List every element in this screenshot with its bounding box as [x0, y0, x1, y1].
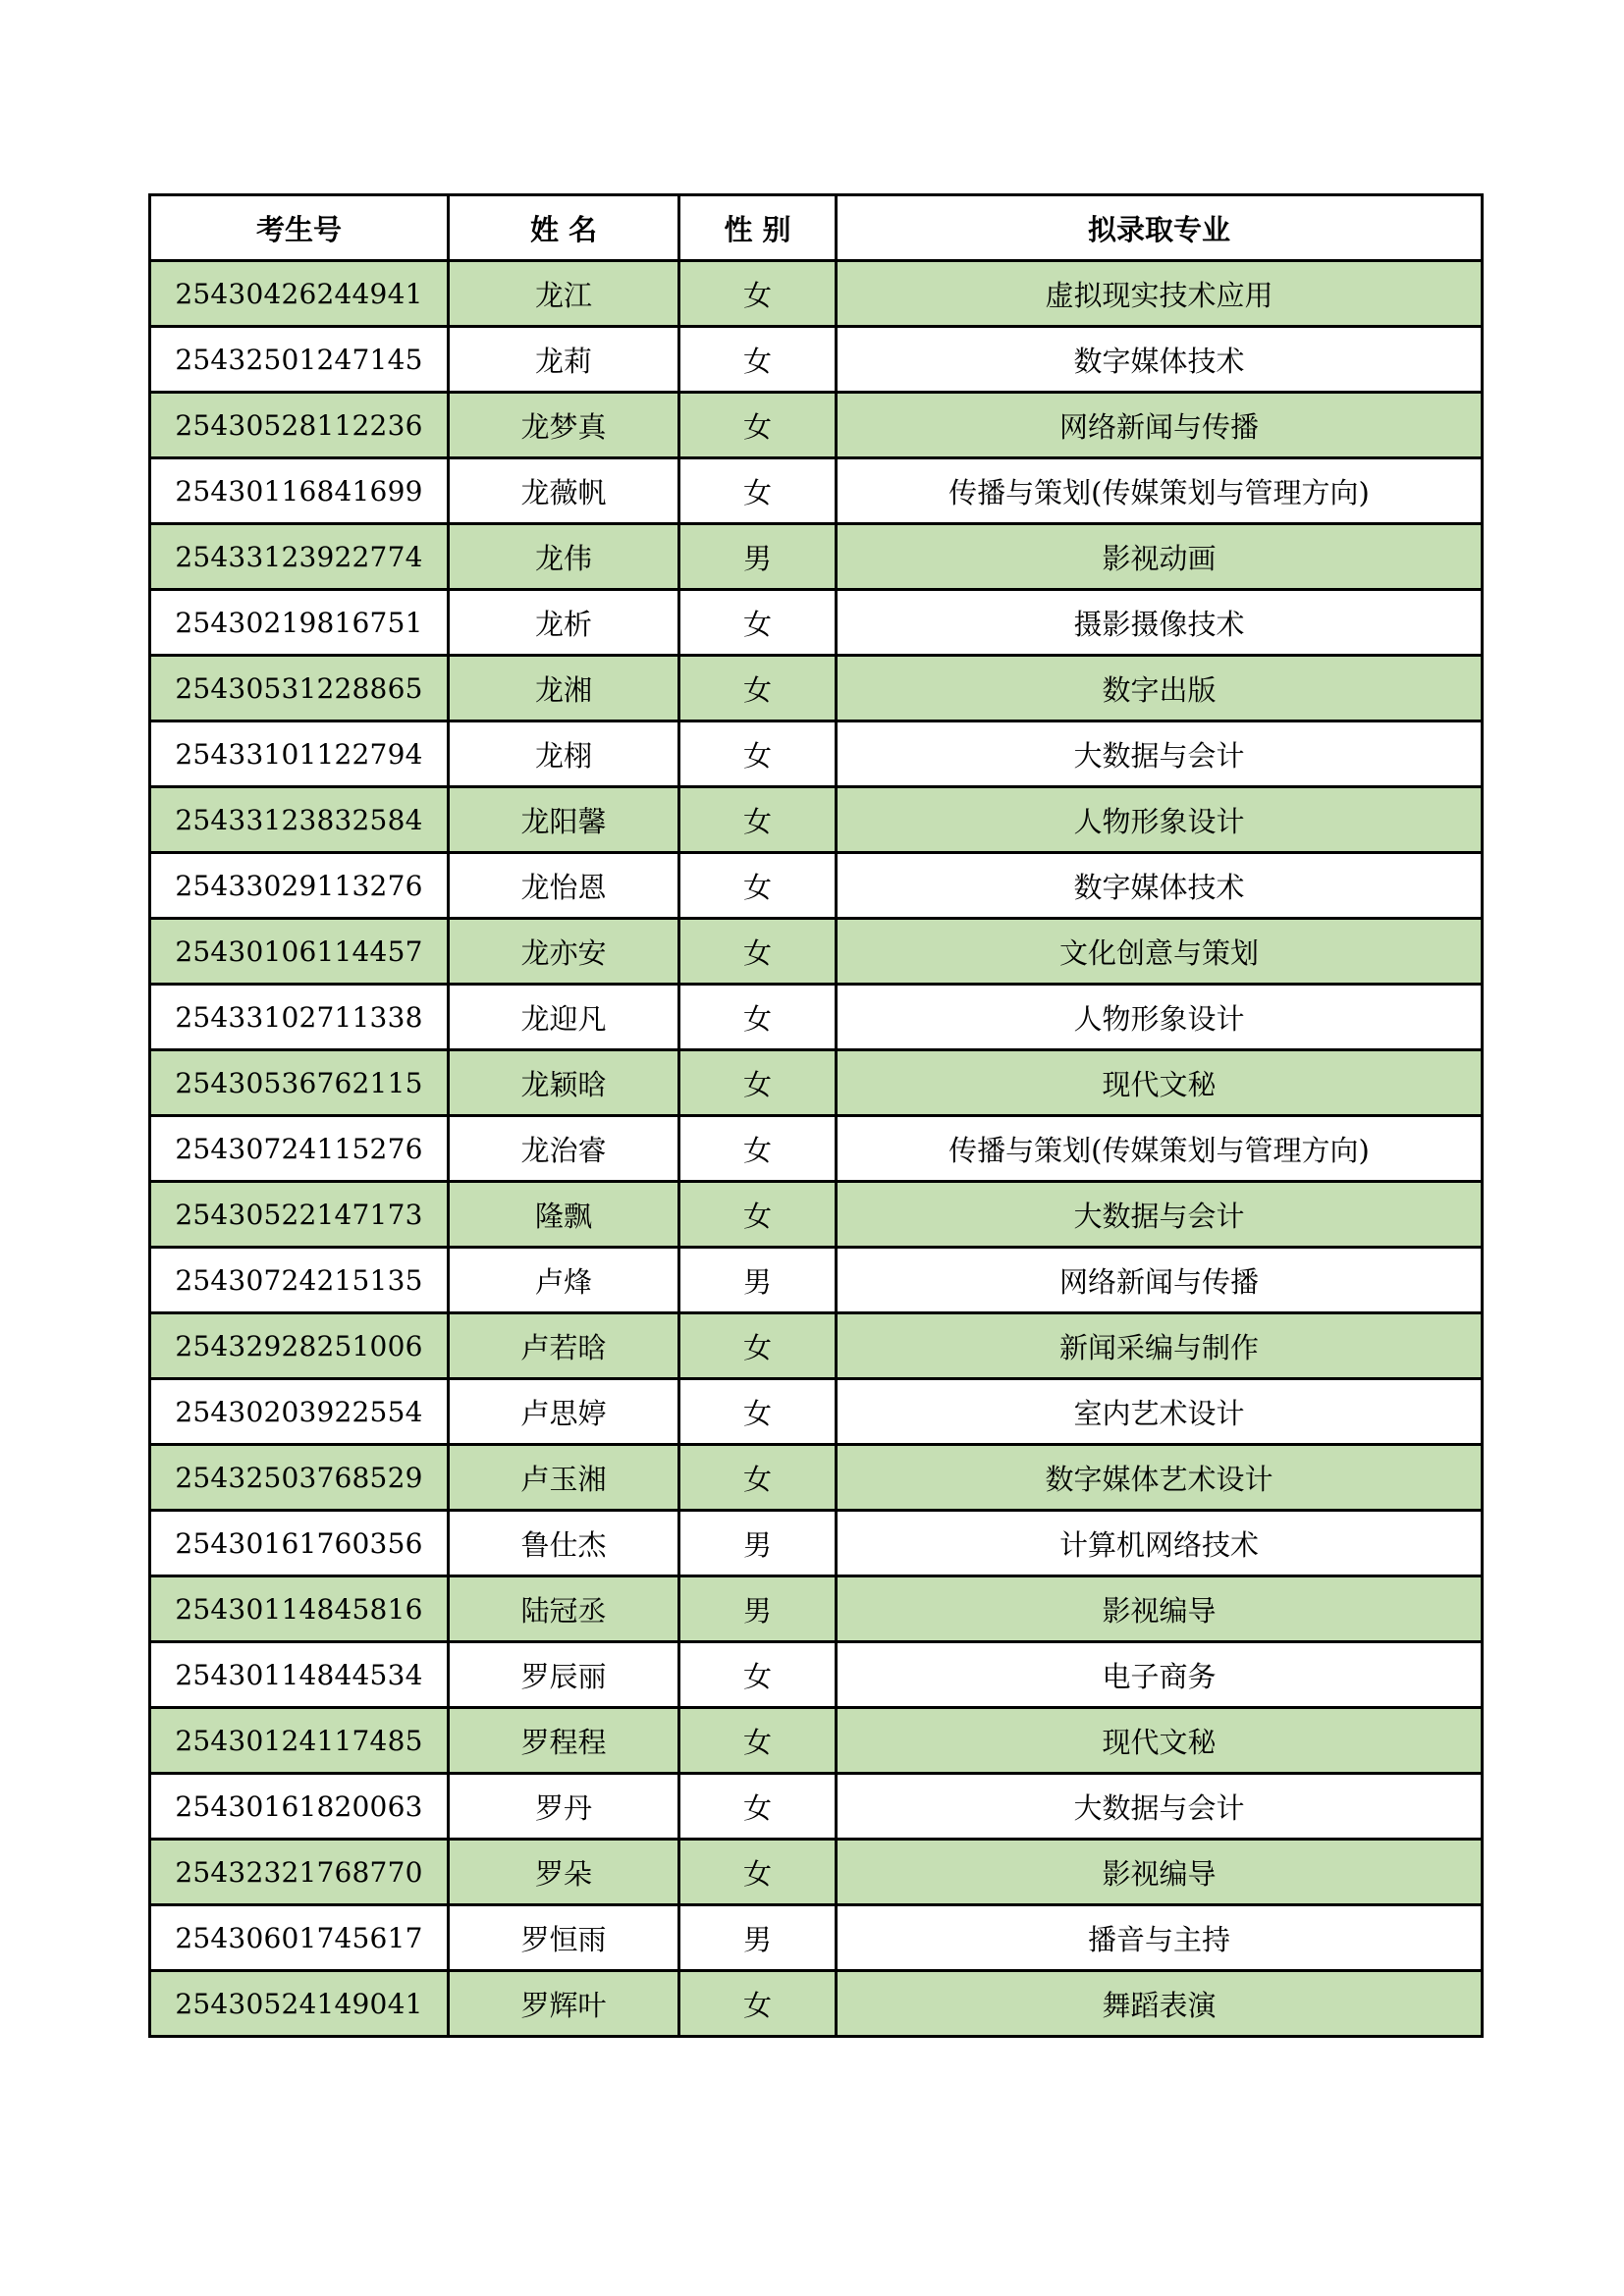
- table-row: [150, 721, 1483, 787]
- cell-major: 现代文秘: [837, 1050, 1483, 1116]
- cell-gender: 女: [679, 393, 837, 458]
- cell-exam-id: 25430203922554: [150, 1379, 449, 1445]
- cell-exam-id: 25430106114457: [150, 919, 449, 985]
- table-row: [150, 919, 1483, 985]
- cell-name: 龙梦真: [449, 393, 679, 458]
- cell-major: 人物形象设计: [837, 985, 1483, 1050]
- cell-gender: 女: [679, 590, 837, 656]
- table-row: [150, 1642, 1483, 1708]
- cell-major: 舞蹈表演: [837, 1971, 1483, 2037]
- cell-name: 龙析: [449, 590, 679, 656]
- cell-gender: 女: [679, 919, 837, 985]
- cell-exam-id: 25430114844534: [150, 1642, 449, 1708]
- table-row: [150, 1248, 1483, 1313]
- cell-name: 卢玉湘: [449, 1445, 679, 1511]
- header-row: [150, 195, 1483, 261]
- cell-exam-id: 25430528112236: [150, 393, 449, 458]
- cell-name: 罗程程: [449, 1708, 679, 1774]
- cell-exam-id: 25430524149041: [150, 1971, 449, 2037]
- cell-name: 罗朵: [449, 1840, 679, 1905]
- header-exam-id: 考生号: [150, 195, 449, 261]
- table-row: [150, 1576, 1483, 1642]
- table-row: [150, 393, 1483, 458]
- cell-major: 影视动画: [837, 524, 1483, 590]
- cell-exam-id: 25433102711338: [150, 985, 449, 1050]
- table-row: [150, 1511, 1483, 1576]
- cell-name: 龙栩: [449, 721, 679, 787]
- cell-exam-id: 25430724115276: [150, 1116, 449, 1182]
- cell-name: 鲁仕杰: [449, 1511, 679, 1576]
- cell-name: 卢若晗: [449, 1313, 679, 1379]
- cell-exam-id: 25430724215135: [150, 1248, 449, 1313]
- cell-name: 龙莉: [449, 327, 679, 393]
- cell-name: 龙薇帆: [449, 458, 679, 524]
- cell-major: 大数据与会计: [837, 1182, 1483, 1248]
- cell-gender: 女: [679, 1708, 837, 1774]
- cell-exam-id: 25432501247145: [150, 327, 449, 393]
- header-gender: 性 别: [679, 195, 837, 261]
- cell-exam-id: 25433029113276: [150, 853, 449, 919]
- cell-gender: 男: [679, 1511, 837, 1576]
- cell-exam-id: 25430161820063: [150, 1774, 449, 1840]
- cell-major: 传播与策划(传媒策划与管理方向): [837, 1116, 1483, 1182]
- cell-major: 摄影摄像技术: [837, 590, 1483, 656]
- cell-exam-id: 25430124117485: [150, 1708, 449, 1774]
- cell-name: 隆飘: [449, 1182, 679, 1248]
- cell-gender: 女: [679, 787, 837, 853]
- cell-gender: 女: [679, 458, 837, 524]
- table-row: [150, 853, 1483, 919]
- cell-major: 人物形象设计: [837, 787, 1483, 853]
- header-name: 姓 名: [449, 195, 679, 261]
- cell-name: 罗恒雨: [449, 1905, 679, 1971]
- table-row: [150, 1379, 1483, 1445]
- table-row: [150, 985, 1483, 1050]
- cell-gender: 男: [679, 1248, 837, 1313]
- table-row: [150, 1708, 1483, 1774]
- table-row: [150, 261, 1483, 327]
- cell-gender: 女: [679, 1840, 837, 1905]
- cell-major: 虚拟现实技术应用: [837, 261, 1483, 327]
- header-major: 拟录取专业: [837, 195, 1483, 261]
- cell-gender: 女: [679, 721, 837, 787]
- table-row: [150, 787, 1483, 853]
- cell-name: 龙伟: [449, 524, 679, 590]
- cell-gender: 女: [679, 1379, 837, 1445]
- cell-gender: 女: [679, 327, 837, 393]
- cell-major: 数字媒体技术: [837, 327, 1483, 393]
- cell-major: 大数据与会计: [837, 1774, 1483, 1840]
- cell-gender: 女: [679, 261, 837, 327]
- table-row: [150, 590, 1483, 656]
- cell-gender: 女: [679, 985, 837, 1050]
- admission-table: [148, 193, 1484, 2038]
- cell-exam-id: 25432928251006: [150, 1313, 449, 1379]
- cell-exam-id: 25430116841699: [150, 458, 449, 524]
- cell-name: 龙湘: [449, 656, 679, 721]
- cell-exam-id: 25433101122794: [150, 721, 449, 787]
- table-row: [150, 1182, 1483, 1248]
- table-row: [150, 458, 1483, 524]
- table-row: [150, 1445, 1483, 1511]
- table-row: [150, 1774, 1483, 1840]
- cell-name: 龙迎凡: [449, 985, 679, 1050]
- cell-name: 罗丹: [449, 1774, 679, 1840]
- table-row: [150, 1313, 1483, 1379]
- cell-gender: 女: [679, 853, 837, 919]
- cell-gender: 女: [679, 1050, 837, 1116]
- cell-gender: 女: [679, 1182, 837, 1248]
- table-row: [150, 1971, 1483, 2037]
- cell-gender: 女: [679, 1116, 837, 1182]
- table-row: [150, 1840, 1483, 1905]
- cell-gender: 女: [679, 1971, 837, 2037]
- cell-exam-id: 25430114845816: [150, 1576, 449, 1642]
- cell-gender: 女: [679, 656, 837, 721]
- cell-exam-id: 25430536762115: [150, 1050, 449, 1116]
- cell-major: 影视编导: [837, 1840, 1483, 1905]
- cell-name: 龙治睿: [449, 1116, 679, 1182]
- cell-gender: 男: [679, 524, 837, 590]
- cell-name: 龙怡恩: [449, 853, 679, 919]
- cell-name: 龙颖晗: [449, 1050, 679, 1116]
- cell-exam-id: 25433123832584: [150, 787, 449, 853]
- cell-major: 网络新闻与传播: [837, 1248, 1483, 1313]
- cell-name: 陆冠丞: [449, 1576, 679, 1642]
- cell-name: 卢思婷: [449, 1379, 679, 1445]
- cell-name: 罗辰丽: [449, 1642, 679, 1708]
- cell-exam-id: 25430219816751: [150, 590, 449, 656]
- cell-exam-id: 25430522147173: [150, 1182, 449, 1248]
- table-row: [150, 1050, 1483, 1116]
- cell-name: 龙阳馨: [449, 787, 679, 853]
- cell-exam-id: 25430161760356: [150, 1511, 449, 1576]
- cell-name: 龙江: [449, 261, 679, 327]
- cell-exam-id: 25432321768770: [150, 1840, 449, 1905]
- cell-major: 室内艺术设计: [837, 1379, 1483, 1445]
- cell-major: 新闻采编与制作: [837, 1313, 1483, 1379]
- table-body: [150, 261, 1483, 2037]
- cell-gender: 男: [679, 1576, 837, 1642]
- cell-major: 网络新闻与传播: [837, 393, 1483, 458]
- cell-exam-id: 25432503768529: [150, 1445, 449, 1511]
- table-row: [150, 1116, 1483, 1182]
- cell-major: 数字媒体艺术设计: [837, 1445, 1483, 1511]
- cell-name: 龙亦安: [449, 919, 679, 985]
- table-row: [150, 1905, 1483, 1971]
- cell-name: 卢烽: [449, 1248, 679, 1313]
- cell-major: 计算机网络技术: [837, 1511, 1483, 1576]
- table-row: [150, 327, 1483, 393]
- cell-major: 播音与主持: [837, 1905, 1483, 1971]
- cell-exam-id: 25430426244941: [150, 261, 449, 327]
- cell-major: 大数据与会计: [837, 721, 1483, 787]
- cell-gender: 女: [679, 1313, 837, 1379]
- cell-major: 传播与策划(传媒策划与管理方向): [837, 458, 1483, 524]
- cell-major: 现代文秘: [837, 1708, 1483, 1774]
- cell-major: 数字媒体技术: [837, 853, 1483, 919]
- cell-major: 电子商务: [837, 1642, 1483, 1708]
- table-header: [150, 195, 1483, 261]
- cell-gender: 女: [679, 1642, 837, 1708]
- table-row: [150, 524, 1483, 590]
- table-row: [150, 656, 1483, 721]
- cell-major: 影视编导: [837, 1576, 1483, 1642]
- cell-name: 罗辉叶: [449, 1971, 679, 2037]
- cell-exam-id: 25430601745617: [150, 1905, 449, 1971]
- cell-exam-id: 25433123922774: [150, 524, 449, 590]
- cell-gender: 女: [679, 1445, 837, 1511]
- cell-major: 数字出版: [837, 656, 1483, 721]
- cell-gender: 女: [679, 1774, 837, 1840]
- cell-exam-id: 25430531228865: [150, 656, 449, 721]
- cell-major: 文化创意与策划: [837, 919, 1483, 985]
- cell-gender: 男: [679, 1905, 837, 1971]
